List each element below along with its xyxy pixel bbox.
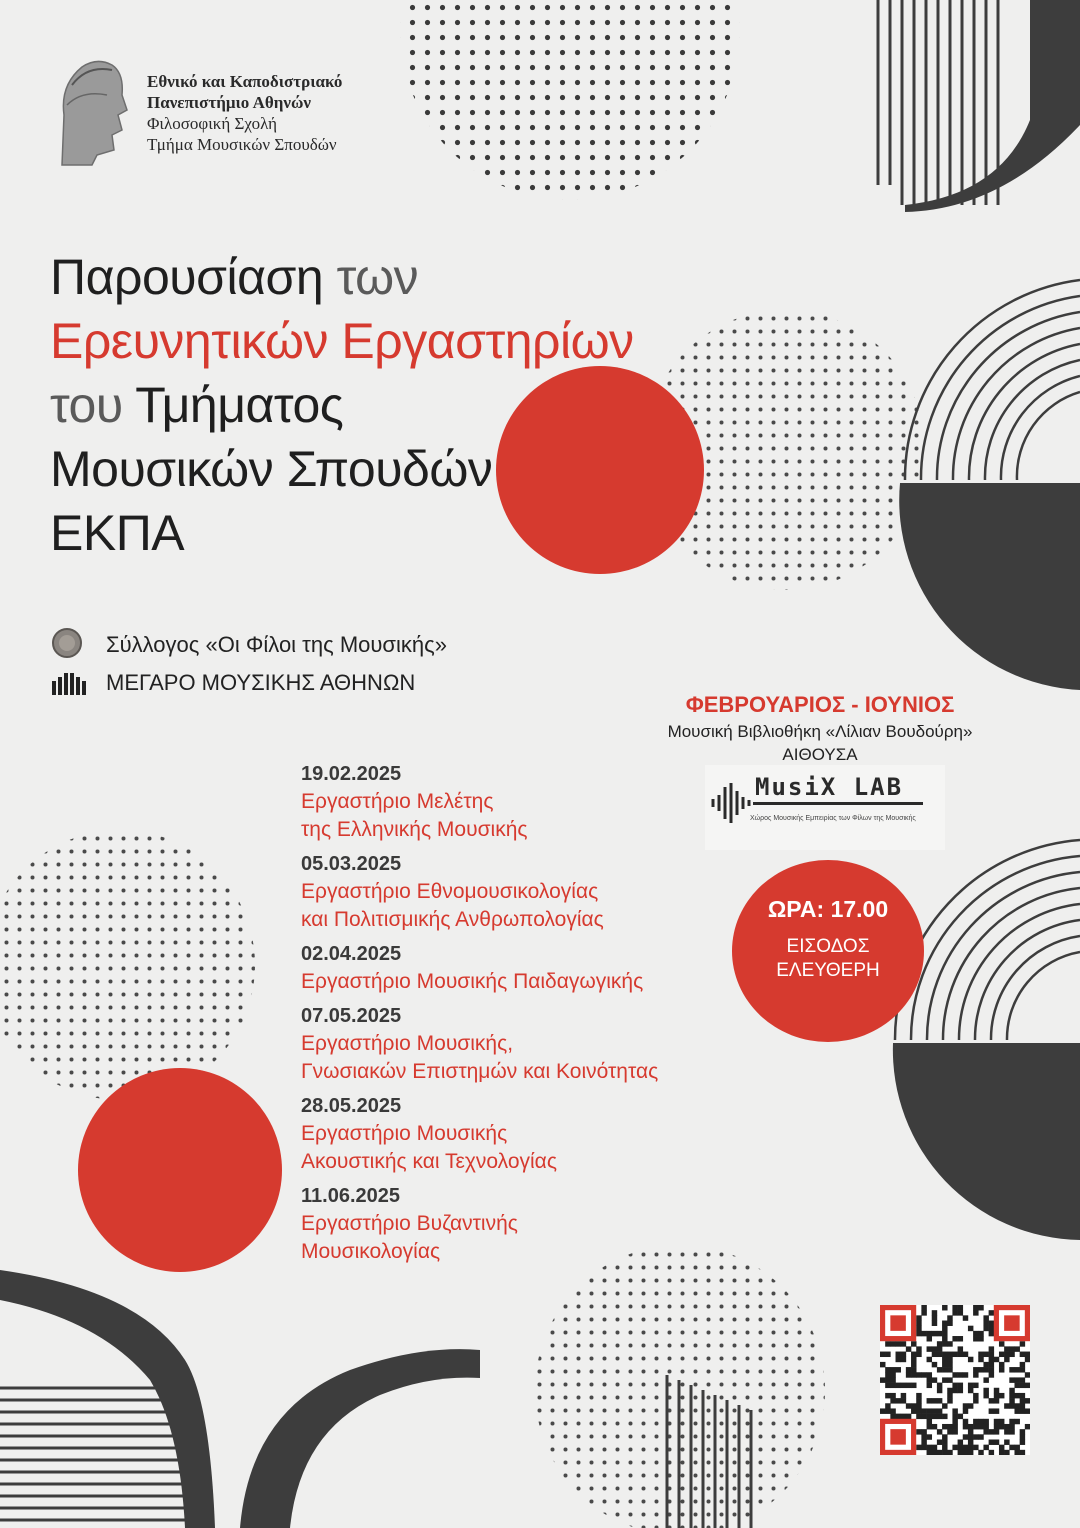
event-date: 02.04.2025 — [301, 943, 402, 965]
stripes-top-right — [878, 0, 998, 205]
title-word-presentation: Παρουσίαση — [50, 249, 324, 305]
entry-line2: ΕΛΕΥΘΕΡΗ — [776, 960, 880, 981]
title-word-of: των — [336, 249, 419, 305]
event-title-line2: Μουσικολογίας — [301, 1240, 441, 1263]
title-line-ekpa: ΕΚΠΑ — [50, 505, 185, 561]
event-item — [301, 760, 741, 844]
events-list — [301, 760, 741, 1272]
sponsor-megaron: ΜΕΓΑΡΟ ΜΟΥΣΙΚΗΣ ΑΘΗΝΩΝ — [106, 670, 416, 695]
event-item — [301, 1092, 741, 1176]
title-word-the: του — [50, 377, 123, 433]
sponsor-friends: Σύλλογος «Οι Φίλοι της Μουσικής» — [106, 632, 447, 657]
event-item — [301, 1002, 741, 1086]
entry-line1: ΕΙΣΟΔΟΣ — [786, 936, 870, 957]
venue-block — [640, 690, 1000, 766]
qr-code-icon[interactable] — [880, 1305, 1030, 1455]
hall-label: ΑΙΘΟΥΣΑ — [782, 745, 858, 764]
event-date: 28.05.2025 — [301, 1095, 402, 1117]
event-title-line1: Εργαστήριο Μουσικής Παιδαγωγικής — [301, 970, 644, 993]
dotted-circle-left — [0, 830, 255, 1100]
title-line-labs: Ερευνητικών Εργαστηρίων — [50, 313, 634, 369]
megaron-bars-icon — [52, 673, 92, 695]
lab-subtitle: Χώρος Μουσικής Εμπειρίας των Φίλων της Μουσικής — [750, 815, 916, 822]
time-badge — [732, 860, 924, 1042]
event-title-line1: Εργαστήριο Μουσικής, — [301, 1032, 514, 1055]
event-date: 11.06.2025 — [301, 1185, 400, 1207]
coin-icon — [52, 628, 82, 658]
event-title-line2: και Πολιτισμικής Ανθρωπολογίας — [301, 908, 604, 931]
time-label: ΩΡΑ: 17.00 — [767, 896, 889, 922]
arc-top-right — [905, 0, 1080, 212]
event-item — [301, 1182, 741, 1266]
half-disc-right-top — [899, 483, 1080, 690]
half-disc-right-bottom — [893, 1043, 1080, 1240]
event-item — [301, 940, 741, 996]
event-title-line2: της Ελληνικής Μουσικής — [301, 818, 528, 841]
department-name: Τμήμα Μουσικών Σπουδών — [147, 135, 337, 154]
lab-name: MusiX LAB — [755, 773, 904, 801]
event-item — [301, 850, 741, 934]
event-title-line1: Εργαστήριο Εθνομουσικολογίας — [301, 880, 599, 903]
event-title-line1: Εργαστήριο Βυζαντινής — [301, 1212, 518, 1235]
red-circle-left — [78, 1068, 282, 1272]
athena-logo-icon — [52, 55, 132, 170]
event-date: 07.05.2025 — [301, 1005, 402, 1027]
dotted-circle-top — [400, 0, 740, 200]
period: ΦΕΒΡΟΥΑΡΙΟΣ - ΙΟΥΝΙΟΣ — [685, 692, 955, 717]
university-header — [147, 71, 342, 155]
event-title-line1: Εργαστήριο Μελέτης — [301, 790, 494, 813]
library-name: Μουσική Βιβλιοθήκη «Λίλιαν Βουδούρη» — [667, 722, 973, 741]
university-name-line2: Πανεπιστήμιο Αθηνών — [147, 93, 312, 112]
event-title-line1: Εργαστήριο Μουσικής — [301, 1122, 508, 1145]
lab-underline — [753, 802, 923, 805]
musix-lab-logo — [705, 765, 945, 850]
page-title — [50, 245, 810, 565]
event-date: 05.03.2025 — [301, 853, 402, 875]
rings-right-top — [905, 280, 1080, 480]
event-date: 19.02.2025 — [301, 763, 402, 785]
school-name: Φιλοσοφική Σχολή — [147, 114, 278, 133]
university-name-line1: Εθνικό και Καποδιστριακό — [147, 72, 343, 91]
title-line-music-studies: Μουσικών Σπουδών — [50, 441, 493, 497]
event-title-line2: Ακουστικής και Τεχνολογίας — [301, 1150, 557, 1173]
title-word-department: Τμήματος — [135, 377, 344, 433]
event-title-line2: Γνωσιακών Επιστημών και Κοινότητας — [301, 1060, 659, 1083]
